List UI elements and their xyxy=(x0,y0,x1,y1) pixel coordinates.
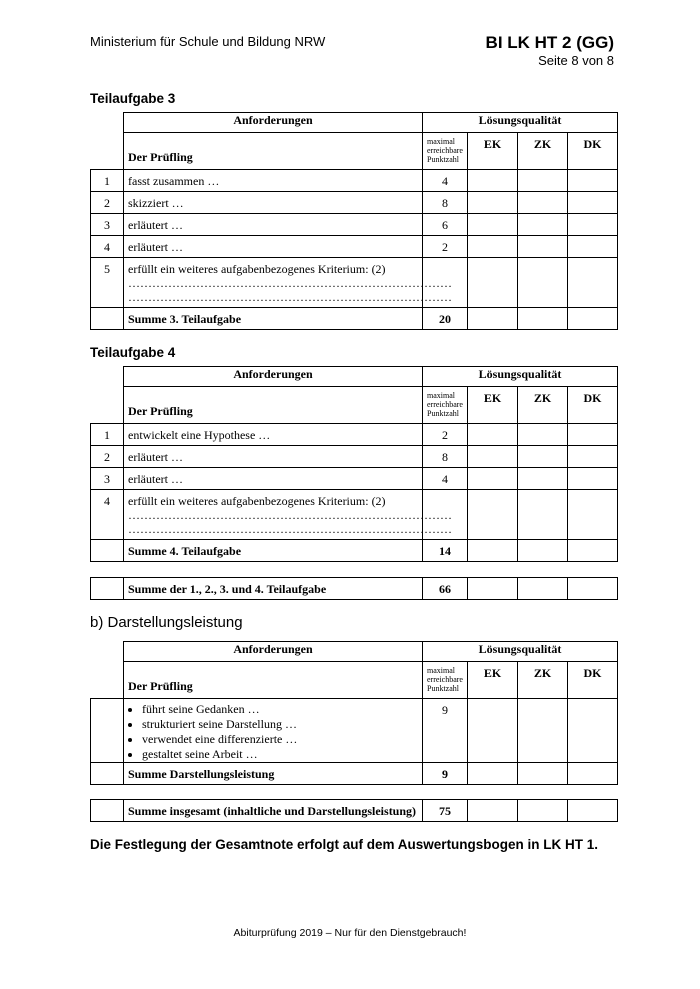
header-anforderungen: Anforderungen xyxy=(124,642,423,662)
table-row: 1 fasst zusammen … 4 xyxy=(91,170,618,192)
table-sum-all-parts xyxy=(90,577,618,600)
header-zk: ZK xyxy=(518,133,568,170)
header-dk: DK xyxy=(568,133,618,170)
header-dk: DK xyxy=(568,387,618,424)
header-ek: EK xyxy=(468,133,518,170)
document-header xyxy=(486,33,614,68)
table-row: 3 erläutert … 6 xyxy=(91,214,618,236)
header-max-points: maximal erreichbare Punktzahl xyxy=(423,662,468,699)
section-title-teil3: Teilaufgabe 3 xyxy=(90,91,176,106)
header-max-points: maximal erreichbare Punktzahl xyxy=(423,387,468,424)
header-ek: EK xyxy=(468,662,518,699)
table-row-sum: Summe 4. Teilaufgabe 14 xyxy=(91,540,618,562)
document-code: BI LK HT 2 (GG) xyxy=(485,33,614,52)
header-pruefling: Der Prüfling xyxy=(124,133,423,170)
table-row-extra-criterion: 5 erfüllt ein weiteres aufgabenbezogenes Kriterium: (2) ……………………………………………………………………… ……………………………………………………………………… xyxy=(91,258,618,308)
table-row: 3 erläutert … 4 xyxy=(91,468,618,490)
list-item: • gestaltet seine Arbeit … xyxy=(142,747,418,762)
table-sum-total xyxy=(90,799,618,822)
table-row: 4 erläutert … 2 xyxy=(91,236,618,258)
page-number: Seite 8 von 8 xyxy=(538,53,614,68)
header-dk: DK xyxy=(568,662,618,699)
header-ek: EK xyxy=(468,387,518,424)
section-title-teil4: Teilaufgabe 4 xyxy=(90,345,176,360)
list-item: • verwendet eine differenzierte … xyxy=(142,732,418,747)
table-row: 1 entwickelt eine Hypothese … 2 xyxy=(91,424,618,446)
header-pruefling: Der Prüfling xyxy=(124,387,423,424)
table-row-sum: Summe der 1., 2., 3. und 4. Teilaufgabe 66 xyxy=(91,578,618,600)
page-footer: Abiturprüfung 2019 – Nur für den Dienstgebrauch! xyxy=(233,927,467,939)
header-pruefling: Der Prüfling xyxy=(124,662,423,699)
table-darstellung xyxy=(90,641,618,785)
list-item: • strukturiert seine Darstellung … xyxy=(142,717,418,732)
table-row-sum: Summe insgesamt (inhaltliche und Darstellungsleistung) 75 xyxy=(91,800,618,822)
header-zk: ZK xyxy=(518,387,568,424)
header-loesungsqualitaet: Lösungsqualität xyxy=(423,113,618,133)
header-anforderungen: Anforderungen xyxy=(124,113,423,133)
header-max-points: maximal erreichbare Punktzahl xyxy=(423,133,468,170)
table-row-darstellung: • führt seine Gedanken … • strukturiert seine Darstellung … • verwendet eine differenzierte … • gestaltet seine Arbeit … 9 xyxy=(91,699,618,763)
table-row: 2 skizziert … 8 xyxy=(91,192,618,214)
table-teil4 xyxy=(90,366,618,562)
ministry-label: Ministerium für Schule und Bildung NRW xyxy=(90,34,326,49)
section-title-darstellung: b) Darstellungsleistung xyxy=(90,614,243,631)
table-row-sum: Summe 3. Teilaufgabe 20 xyxy=(91,308,618,330)
table-row: 2 erläutert … 8 xyxy=(91,446,618,468)
header-loesungsqualitaet: Lösungsqualität xyxy=(423,642,618,662)
final-note: Die Festlegung der Gesamtnote erfolgt auf dem Auswertungsbogen in LK HT 1. xyxy=(90,837,599,852)
list-item: • führt seine Gedanken … xyxy=(142,702,418,717)
darstellung-criteria-list xyxy=(128,702,418,762)
table-teil3 xyxy=(90,112,618,330)
header-loesungsqualitaet: Lösungsqualität xyxy=(423,367,618,387)
header-zk: ZK xyxy=(518,662,568,699)
table-row-extra-criterion: 4 erfüllt ein weiteres aufgabenbezogenes Kriterium: (2) ……………………………………………………………………… ……………………………………………………………………… xyxy=(91,490,618,540)
table-row-sum: Summe Darstellungsleistung 9 xyxy=(91,763,618,785)
header-anforderungen: Anforderungen xyxy=(124,367,423,387)
